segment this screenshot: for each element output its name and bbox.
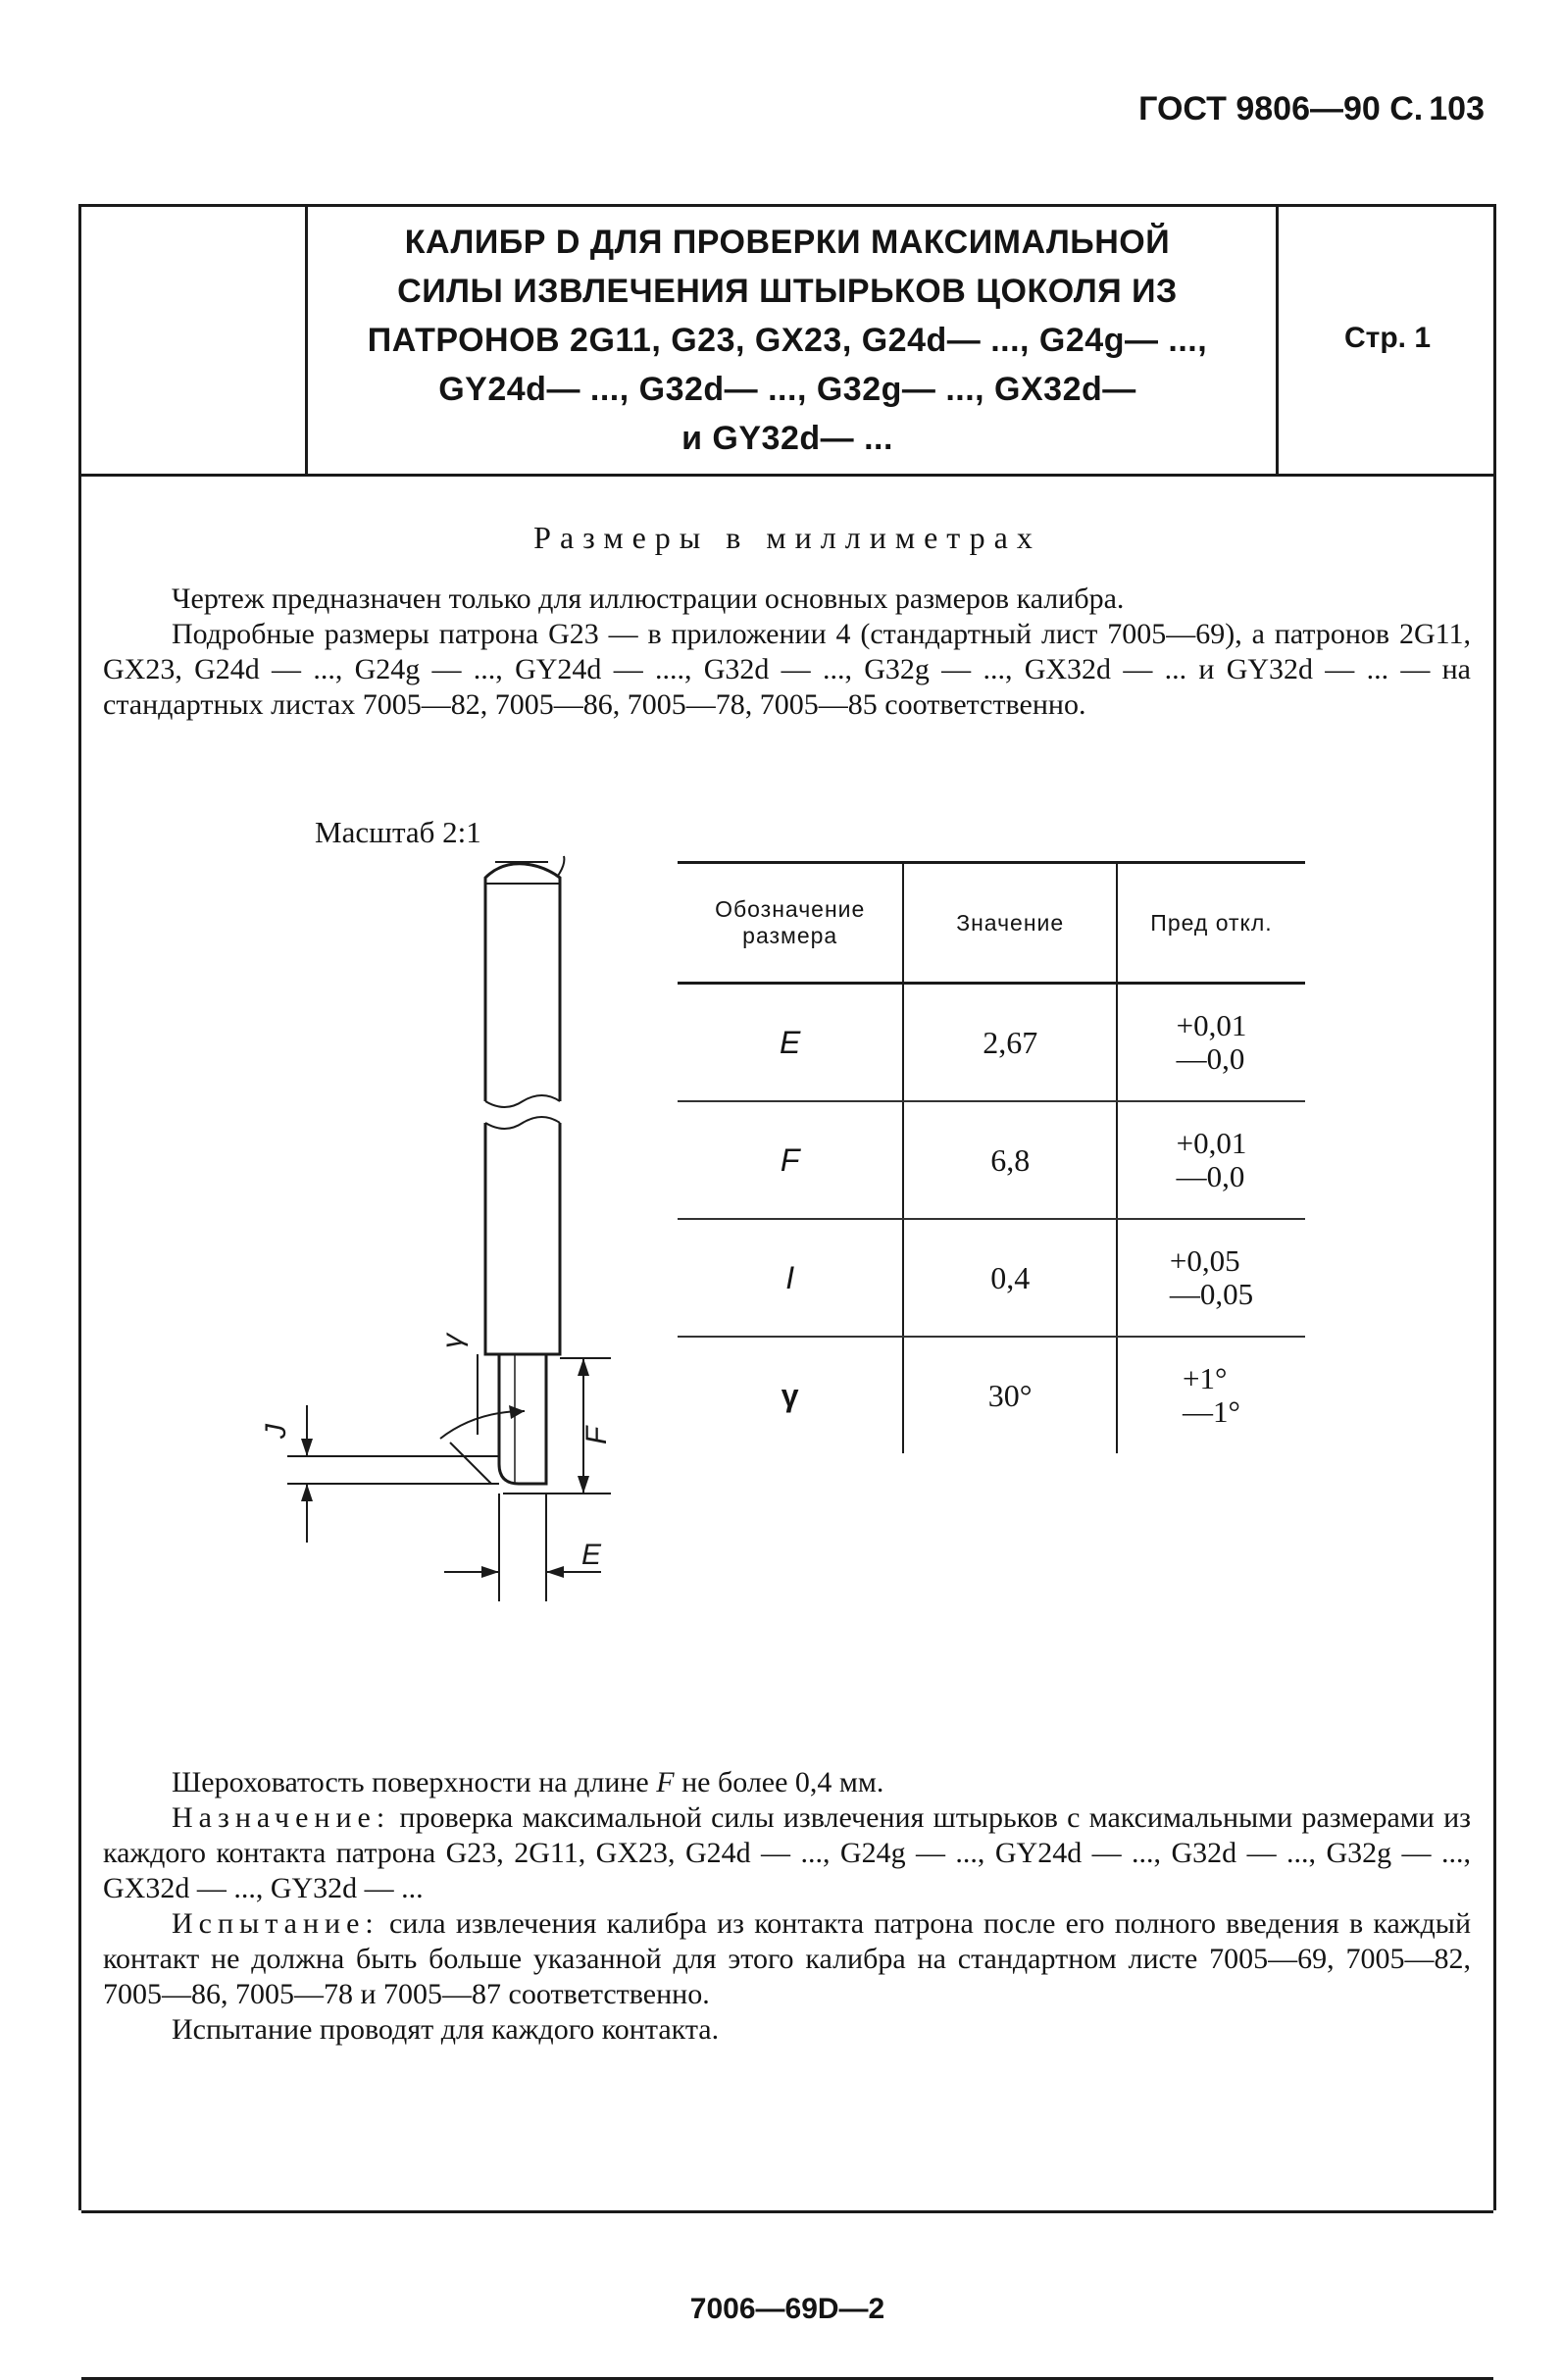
row-symbol: E (678, 984, 903, 1102)
title-line: КАЛИБР D ДЛЯ ПРОВЕРКИ МАКСИМАЛЬНОЙ (404, 224, 1171, 261)
row-symbol: γ (781, 1377, 799, 1413)
dimensions-note: Размеры в миллиметрах (533, 520, 1041, 555)
standard-number: ГОСТ 9806—90 С. (1138, 90, 1424, 127)
purpose-paragraph (103, 1800, 1471, 1906)
row-tolerance (1117, 1101, 1305, 1219)
header-block (81, 204, 1493, 474)
roughness-paragraph (103, 1765, 1471, 1800)
i-arrow-top (301, 1439, 313, 1456)
purpose-text: проверка максимальной силы извлечения штырьков с максимальными размерами из каждого контакта патрона G23, 2G11, GX23, G24d — ..., G24g — ..., GY24d — ..., G32d — ..., G32g — ..., GX32d — ..., GY32d — ... (103, 1801, 1471, 1904)
f-label: F (580, 1426, 613, 1444)
scale-label: Масштаб 2:1 (315, 815, 481, 849)
page-number: 103 (1429, 90, 1485, 127)
row-tolerance (1117, 1337, 1305, 1453)
footer-code: 7006—69D—2 (689, 2293, 885, 2325)
header-bottom-rule (81, 474, 1493, 477)
column-header-designation: Обозначение размера (678, 863, 903, 984)
table-row (678, 984, 1305, 1102)
pin-tip-outline (499, 1354, 546, 1484)
f-arrow-top (578, 1358, 589, 1376)
intro-paragraph: Чертеж предназначен только для иллюстрации основных размеров калибра. (172, 582, 1125, 615)
pin-upper-outline (485, 864, 560, 1101)
e-arrow-right (546, 1566, 564, 1578)
e-label: E (581, 1539, 602, 1571)
row-value: 6,8 (903, 1101, 1117, 1219)
document-title (307, 218, 1268, 463)
row-tolerance (1117, 1219, 1305, 1337)
tolerance-lower: —0,0 (1176, 1040, 1245, 1076)
title-line: и GY32d— ... (681, 420, 893, 457)
gamma-label: γ (436, 1334, 469, 1348)
f-arrow-bottom (578, 1476, 589, 1494)
test-text: сила извлечения калибра из контакта патрона после его полного введения в каждый контакт не должна быть больше указанной для этого калибра на стандартном листе 7005—69, 7005—82, 7005—86, 7005—78 и 7005—87 соответственно. (103, 1907, 1471, 2010)
tolerance-lower: —1° (1183, 1393, 1240, 1429)
footer-top-rule (81, 2210, 1493, 2213)
angle-side (450, 1443, 491, 1484)
test-paragraph (103, 1906, 1471, 2012)
row-value: 0,4 (903, 1219, 1117, 1337)
gauge-drawing (260, 856, 660, 1739)
tolerance-upper: +0,05 (1169, 1242, 1240, 1278)
e-extension-lines (499, 1494, 546, 1601)
tolerance-upper: +0,01 (1176, 1007, 1247, 1042)
test-label: Испытание: (172, 1907, 379, 1940)
table-row (678, 1219, 1305, 1337)
tolerance-lower: —0,0 (1176, 1158, 1245, 1193)
table-header-row (678, 863, 1305, 984)
column-header-tolerance: Пред откл. (1117, 863, 1305, 984)
i-label: J (260, 1424, 292, 1439)
intro-text (103, 582, 1471, 723)
page-reference (1138, 90, 1485, 128)
tolerance-upper: +1° (1183, 1360, 1228, 1395)
title-line: GY24d— ..., G32d— ..., G32g— ..., GX32d— (438, 371, 1136, 408)
row-symbol: I (678, 1219, 903, 1337)
row-value: 2,67 (903, 984, 1117, 1102)
intro-paragraph: Подробные размеры патрона G23 — в приложении 4 (стандартный лист 7005—69), а патронов 2G11, GX23, G24d — ..., G24g — ..., GY24d — ...., G32d — ..., G32g — ..., GX32d — ... и GY32d — ... — на стандартных листах 7005—82, 7005—86, 7005—78, 7005—85 соответственно. (103, 618, 1471, 721)
angle-arrow (509, 1405, 525, 1419)
title-line: СИЛЫ ИЗВЛЕЧЕНИЯ ШТЫРЬКОВ ЦОКОЛЯ ИЗ (397, 273, 1178, 310)
requirements-text (103, 1765, 1471, 2048)
roughness-text-after: не более 0,4 мм. (674, 1766, 884, 1798)
table-row (678, 1337, 1305, 1453)
row-tolerance (1117, 984, 1305, 1102)
column-header-value: Значение (903, 863, 1117, 984)
sheet-frame (78, 204, 1496, 2325)
roughness-symbol: F (656, 1766, 675, 1798)
roughness-text-before: Шероховатость поверхности на длине (172, 1766, 657, 1798)
row-value: 30° (903, 1337, 1117, 1453)
purpose-label: Назначение: (172, 1801, 391, 1834)
test-each-paragraph: Испытание проводят для каждого контакта. (172, 2013, 720, 2046)
title-line: ПАТРОНОВ 2G11, G23, GX23, G24d— ..., G24g— ..., (367, 322, 1208, 359)
sheet-number: Стр. 1 (1343, 322, 1432, 354)
i-arrow-bottom (301, 1484, 313, 1501)
tolerance-upper: +0,01 (1176, 1125, 1247, 1160)
table-row (678, 1101, 1305, 1219)
row-symbol: F (678, 1101, 903, 1219)
break-line-upper (485, 1095, 560, 1107)
dimensions-table (678, 861, 1305, 1453)
e-arrow-left (481, 1566, 499, 1578)
header-separator-right (1276, 204, 1279, 474)
tolerance-lower: —0,05 (1169, 1276, 1254, 1311)
top-leader (558, 856, 564, 876)
pin-lower-outline (485, 1123, 560, 1354)
break-line-lower (485, 1117, 560, 1129)
